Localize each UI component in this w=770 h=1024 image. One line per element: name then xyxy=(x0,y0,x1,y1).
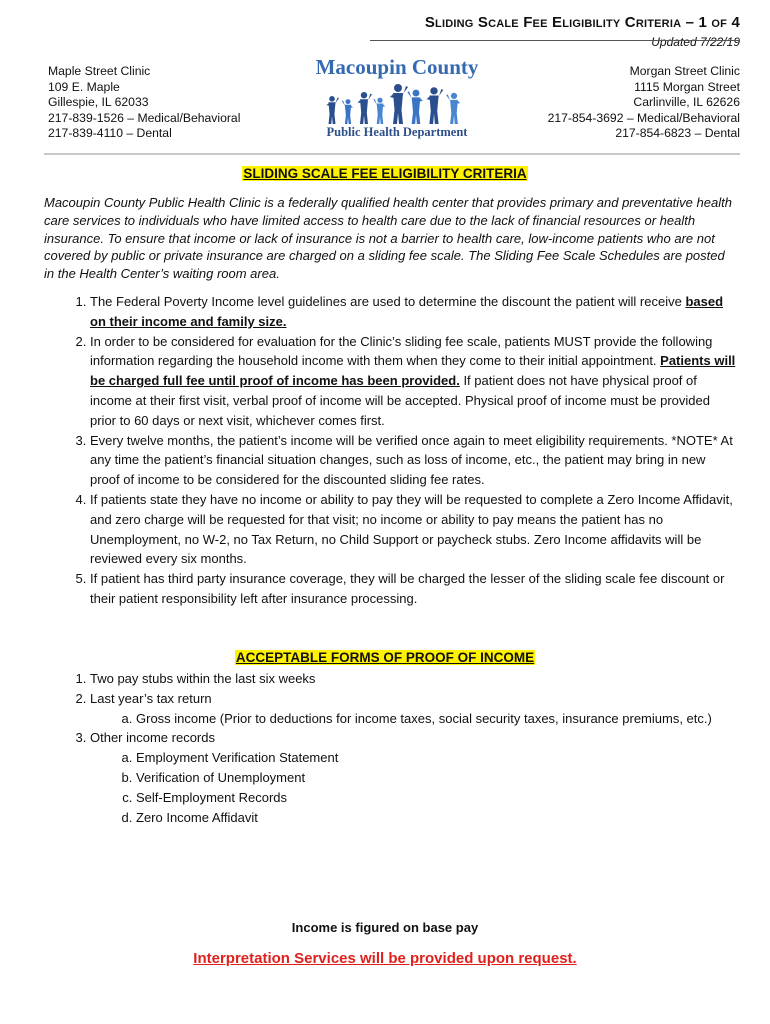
logo-subtitle: Public Health Department xyxy=(326,125,468,139)
maple-street-clinic-address xyxy=(48,64,240,142)
morgan-street-clinic-address xyxy=(548,64,740,142)
proof-of-income-heading xyxy=(0,650,770,665)
criteria-item xyxy=(90,490,738,569)
proof-subitem: a. Gross income (Prior to deductions for income taxes, social security taxes, insurance premiums, etc.) xyxy=(136,709,738,729)
person-figure-icon xyxy=(356,92,372,124)
proof-of-income-list xyxy=(44,669,738,827)
interpretation-services-note: Interpretation Services will be provided upon request. xyxy=(193,950,577,967)
proof-item xyxy=(90,689,738,729)
clinic-name: Maple Street Clinic xyxy=(48,64,151,78)
header-divider xyxy=(44,153,740,155)
criteria-item xyxy=(90,292,738,332)
health-department-logo xyxy=(312,56,482,140)
base-pay-note: Income is figured on base pay xyxy=(291,920,479,935)
proof-item-text: Other income records xyxy=(90,730,215,746)
proof-subitem: a. Employment Verification Statement xyxy=(136,748,738,768)
criteria-emphasis: Patients will be charged full fee until proof of income has been provided. xyxy=(90,353,736,389)
intro-paragraph: Macoupin County Public Health Clinic is a federally qualified health center that provides primary and preventative health care services to individuals who have limited access to health care due to the lack of financial resources or health insurance. To ensure that income or lack of insurance is not a barrier to health care, low-income patients who are not covered by public or private insurance are charged on a sliding fee scale. The Sliding Fee Scale Schedules are posted in the Health Center’s waiting room area. xyxy=(44,195,732,282)
logo-title: Macoupin County xyxy=(315,55,479,79)
criteria-item xyxy=(90,431,738,490)
clinic-phone-dental: 217-839-4110 – Dental xyxy=(48,126,172,140)
proof-sublist xyxy=(90,748,738,827)
proof-sublist xyxy=(90,709,738,729)
criteria-text-tail: If patient does not have physical proof of income at their first visit, verbal proof of income will be accepted. Physical proof of income must be provided prior to 60 days or next visit, whichever comes first. xyxy=(90,373,710,428)
criteria-emphasis: based on their income and family size. xyxy=(90,294,724,329)
clinic-name: Morgan Street Clinic xyxy=(629,64,740,78)
proof-item xyxy=(90,669,738,689)
criteria-text: Every twelve months, the patient’s income will be verified once again to meet eligibility requirements. *NOTE* At any time the patient’s financial situation changes, such as loss of income, etc., the patient may bring in new proof of income to be considered for the discounted sliding fee rates. xyxy=(90,432,733,488)
clinic-city: Carlinville, IL 62626 xyxy=(633,95,740,109)
clinic-city: Gillespie, IL 62033 xyxy=(48,95,149,109)
criteria-text: In order to be considered for evaluation for the Clinic’s sliding fee scale, patients MUST provide the following information regarding the household income with them when they come to their initial appointment. xyxy=(90,333,713,369)
person-figure-icon xyxy=(388,84,408,124)
clinic-phone-dental: 217-854-6823 – Dental xyxy=(615,126,740,140)
eligibility-heading-text: SLIDING SCALE FEE ELIGIBILITY CRITERIA xyxy=(243,166,527,181)
family-figures-logo xyxy=(322,80,472,124)
person-figure-icon xyxy=(342,99,354,124)
eligibility-heading xyxy=(0,166,770,181)
criteria-text: If patients state they have no income or ability to pay they will be requested to complete a Zero Income Affidavit, and zero charge will be requested for that visit; no income or ability to pay means the patient has no Unemployment, no W-2, no Tax Return, no Child Support or paycheck stubs. Zero Income affidavits will be reviewed every six months. xyxy=(90,491,733,567)
page-title: Sliding Scale Fee Eligibility Criteria – 1 of 4 xyxy=(424,14,740,31)
proof-subitem: d. Zero Income Affidavit xyxy=(136,808,738,828)
proof-of-income-heading-text: ACCEPTABLE FORMS OF PROOF OF INCOME xyxy=(235,650,535,665)
criteria-item xyxy=(90,569,738,609)
person-figure-icon xyxy=(373,98,386,124)
person-figure-icon xyxy=(425,87,443,124)
person-figure-icon xyxy=(407,90,424,124)
header-rule xyxy=(370,40,740,41)
updated-date: Updated 7/22/19 xyxy=(651,35,740,49)
clinic-street: 109 E. Maple xyxy=(48,79,120,94)
clinic-phone-medical: 217-839-1526 – Medical/Behavioral xyxy=(48,110,241,125)
criteria-item xyxy=(90,332,738,431)
proof-item-text: Two pay stubs within the last six weeks xyxy=(90,671,316,686)
criteria-text: The Federal Poverty Income level guidelines are used to determine the discount the patient will receive xyxy=(90,294,686,309)
clinic-phone-medical: 217-854-3692 – Medical/Behavioral xyxy=(547,110,740,125)
eligibility-criteria-list xyxy=(44,292,738,609)
proof-item xyxy=(90,728,738,827)
criteria-text: If patient has third party insurance coverage, they will be charged the lesser of the sliding scale fee discount or their patient responsibility left after insurance processing. xyxy=(90,571,725,606)
page-header xyxy=(425,14,740,49)
person-figure-icon xyxy=(325,96,339,124)
clinic-street: 1115 Morgan Street xyxy=(634,79,740,94)
proof-item-text: Last year’s tax return xyxy=(90,690,212,706)
person-figure-icon xyxy=(446,93,462,124)
proof-subitem: b. Verification of Unemployment xyxy=(136,768,738,788)
proof-subitem: c. Self-Employment Records xyxy=(136,788,738,808)
